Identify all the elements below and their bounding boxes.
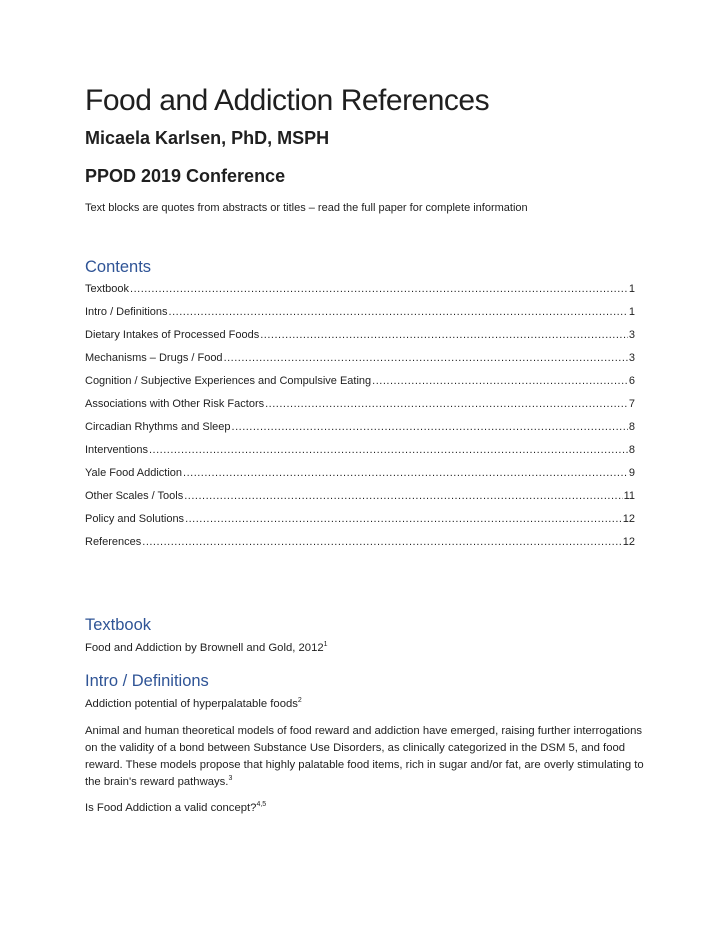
toc-entry-label: Yale Food Addiction (85, 467, 183, 479)
intro-item-1 (85, 696, 645, 713)
toc-entry-label: Interventions (85, 444, 148, 456)
toc-leader-dots (260, 329, 628, 341)
toc-page-number: 3 (628, 352, 635, 364)
toc-page-number: 1 (628, 283, 635, 295)
toc-leader-dots (149, 444, 628, 456)
toc-entry-label: Mechanisms – Drugs / Food (85, 352, 223, 364)
toc-leader-dots (224, 352, 628, 364)
toc-entry-label: Intro / Definitions (85, 306, 168, 318)
intro-heading: Intro / Definitions (85, 672, 209, 690)
textbook-entry (85, 640, 645, 657)
toc-entry[interactable] (85, 352, 635, 375)
citation-superscript: 1 (323, 641, 328, 649)
conference-line: PPOD 2019 Conference (85, 166, 286, 186)
toc-entry[interactable] (85, 421, 635, 444)
intro-paragraph (85, 723, 645, 791)
toc-entry[interactable] (85, 536, 635, 559)
toc-entry[interactable] (85, 283, 635, 306)
toc-leader-dots (142, 536, 621, 548)
toc-leader-dots (183, 467, 628, 479)
toc-leader-dots (372, 375, 628, 387)
toc-entry-label: Policy and Solutions (85, 513, 185, 525)
toc-page-number: 8 (628, 421, 635, 433)
citation-superscript: 4,5 (256, 801, 267, 809)
toc-page-number: 6 (628, 375, 635, 387)
toc-entry[interactable] (85, 375, 635, 398)
toc-entry[interactable] (85, 444, 635, 467)
contents-heading: Contents (85, 258, 152, 276)
toc-page-number: 1 (628, 306, 635, 318)
toc-entry[interactable] (85, 329, 635, 352)
intro-item-2-text: Is Food Addiction a valid concept? (85, 802, 257, 814)
toc-page-number: 11 (623, 490, 635, 502)
toc-leader-dots (232, 421, 628, 433)
toc-page-number: 12 (622, 513, 635, 525)
toc-entry-label: Associations with Other Risk Factors (85, 398, 265, 410)
toc-leader-dots (265, 398, 628, 410)
toc-page-number: 3 (628, 329, 635, 341)
intro-item-2 (85, 800, 645, 817)
citation-superscript: 2 (297, 697, 302, 705)
toc-entry[interactable] (85, 467, 635, 490)
toc-entry[interactable] (85, 398, 635, 421)
toc-entry-label: Dietary Intakes of Processed Foods (85, 329, 260, 341)
intro-item-1-text: Addiction potential of hyperpalatable foods (85, 698, 298, 710)
toc-entry[interactable] (85, 490, 635, 513)
toc-entry-label: References (85, 536, 142, 548)
toc-page-number: 8 (628, 444, 635, 456)
textbook-heading: Textbook (85, 616, 152, 634)
quote-note: Text blocks are quotes from abstracts or titles – read the full paper for complete information (85, 202, 528, 214)
author-line: Micaela Karlsen, PhD, MSPH (85, 128, 330, 148)
toc-leader-dots (184, 490, 622, 502)
table-of-contents (85, 283, 635, 559)
document-title: Food and Addiction References (85, 84, 490, 117)
toc-leader-dots (185, 513, 622, 525)
citation-superscript: 3 (228, 775, 233, 783)
toc-leader-dots (130, 283, 628, 295)
toc-page-number: 12 (622, 536, 635, 548)
toc-entry-label: Cognition / Subjective Experiences and Compulsive Eating (85, 375, 372, 387)
toc-entry-label: Textbook (85, 283, 130, 295)
toc-leader-dots (169, 306, 628, 318)
toc-entry-label: Other Scales / Tools (85, 490, 184, 502)
toc-entry-label: Circadian Rhythms and Sleep (85, 421, 231, 433)
toc-entry[interactable] (85, 513, 635, 536)
toc-page-number: 7 (628, 398, 635, 410)
toc-page-number: 9 (628, 467, 635, 479)
toc-entry[interactable] (85, 306, 635, 329)
textbook-text: Food and Addiction by Brownell and Gold, 2012 (85, 642, 324, 654)
intro-paragraph-text: Animal and human theoretical models of food reward and addiction have emerged, raising further interrogations on the validity of a bond between Substance Use Disorders, as clinically categorized in the DSM 5, and food reward. These models propose that highly palatable food items, rich in sugar and/or fat, are overly stimulating to the brain's reward pathways. (85, 725, 644, 788)
